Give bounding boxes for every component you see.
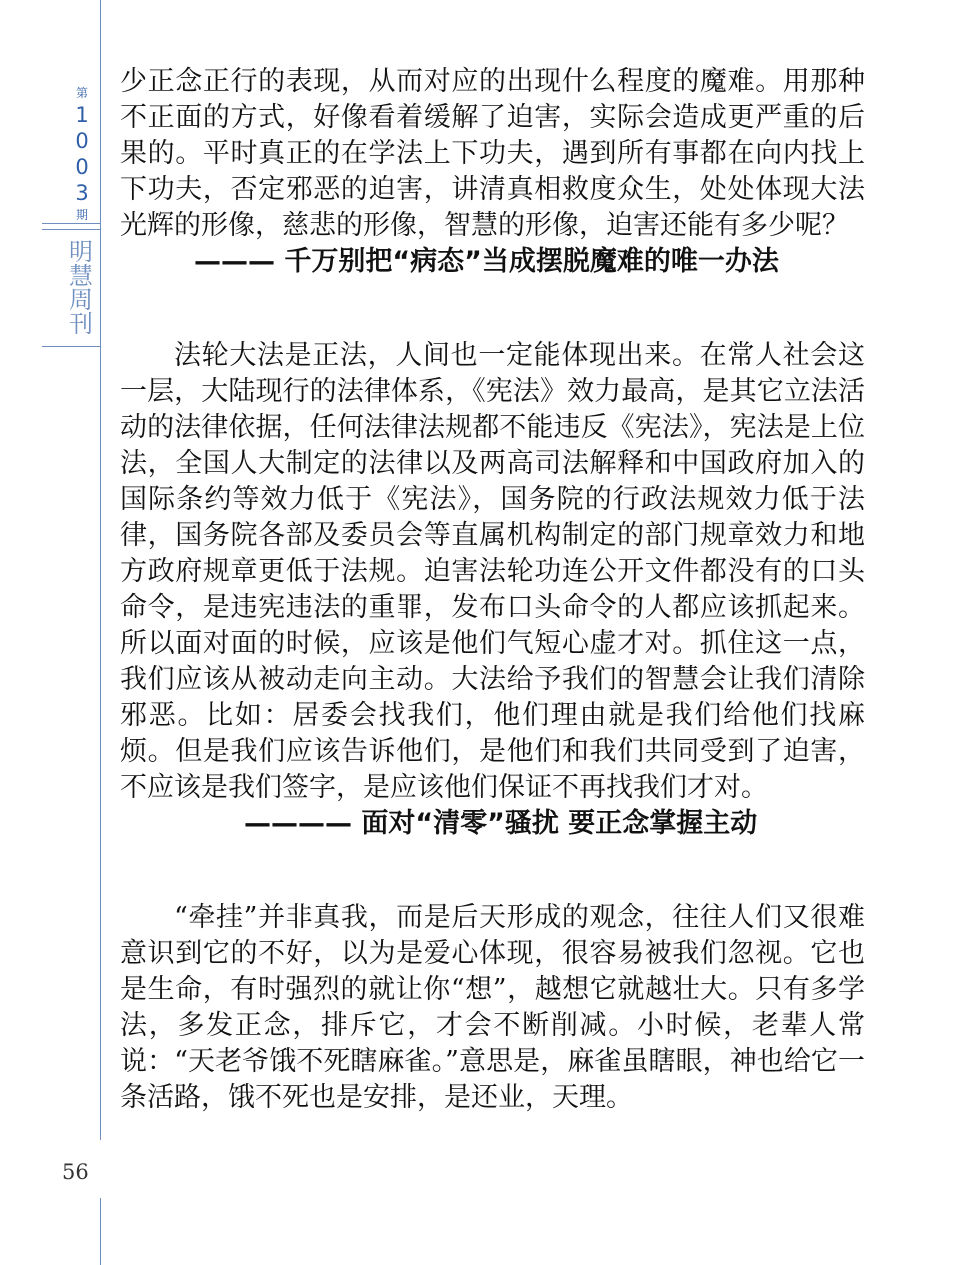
issue-digit: 0 (75, 155, 89, 179)
section-heading: ———— 面对“清零”骚扰 要正念掌握主动 (244, 808, 758, 839)
issue-prefix: 第 (75, 86, 88, 100)
spacer (120, 280, 865, 338)
article-body (120, 64, 865, 1116)
spacer (120, 842, 865, 900)
issue-digit: 3 (75, 181, 89, 205)
magazine-char: 周 (69, 286, 93, 314)
magazine-char: 刊 (69, 310, 93, 338)
spine-divider-line (100, 0, 101, 1265)
magazine-char: 明 (69, 238, 93, 266)
sidebar-rule (42, 223, 100, 224)
magazine-char: 慧 (69, 262, 93, 290)
page-number: 56 (62, 1160, 89, 1184)
paragraph: “牵挂”并非真我，而是后天形成的观念，往往人们又很难意识到它的不好，以为是爱心体现，很容易被我们忽视。它也是生命，有时强烈的就让你“想”，越想它就越壮大。只有多学法，多发正念，排斥它，才会不断削减。小时候，老辈人常说：“天老爷饿不死瞎麻雀。”意思是，麻雀虽瞎眼，神也给它一条活路，饿不死也是安排，是还业，天理。 (120, 902, 865, 1113)
paragraph: 法轮大法是正法，人间也一定能体现出来。在常人社会这一层，大陆现行的法律体系，《宪法》效力最高，是其它立法活动的法律依据，任何法律法规都不能违反《宪法》，宪法是上位法，全国人大制定的法律以及两高司法解释和中国政府加入的国际条约等效力低于《宪法》，国务院的行政法规效力低于法律，国务院各部及委员会等直属机构制定的部门规章效力和地方政府规章更低于法规。迫害法轮功连公开文件都没有的口头命令，是违宪违法的重罪，发布口头命令的人都应该抓起来。所以面对面的时候，应该是他们气短心虚才对。抓住这一点，我们应该从被动走向主动。大法给予我们的智慧会让我们清除邪恶。比如：居委会找我们，他们理由就是我们给他们找麻烦。但是我们应该告诉他们，是他们和我们共同受到了迫害，不应该是我们签字，是应该他们保证不再找我们才对。 (120, 340, 865, 803)
sidebar-rule (42, 346, 100, 347)
issue-digit: 1 (75, 103, 89, 127)
paragraph: 少正念正行的表现，从而对应的出现什么程度的魔难。用那种不正面的方式，好像看着缓解了迫害，实际会造成更严重的后果的。平时真正的在学法上下功夫，遇到所有事都在向内找上下功夫，否定邪恶的迫害，讲清真相救度众生，处处体现大法光辉的形像，慈悲的形像，智慧的形像，迫害还能有多少呢？ (120, 66, 865, 241)
section-heading: ——— 千万别把“病态”当成摆脱魔难的唯一办法 (194, 246, 779, 277)
issue-suffix: 期 (75, 208, 88, 222)
magazine-title (66, 240, 96, 336)
sidebar-rule (42, 229, 100, 230)
issue-number (64, 84, 100, 224)
issue-digit: 0 (75, 129, 89, 153)
